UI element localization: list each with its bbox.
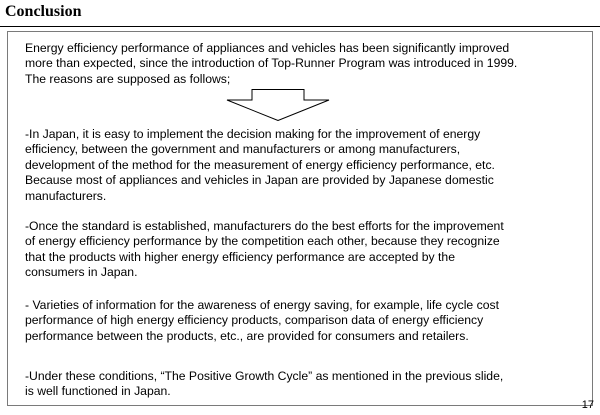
text-line: more than expected, since the introduction of Top-Runner Program was introduced in 1999.	[25, 56, 518, 71]
text-line: is well functioned in Japan.	[25, 384, 171, 399]
page-number: 17	[581, 399, 594, 411]
text-line: performance of high energy efficiency products, comparison data of energy efficiency	[25, 313, 484, 328]
text-line: -Under these conditions, “The Positive Growth Cycle” as mentioned in the previous slide,	[25, 369, 504, 383]
text-line: -Once the standard is established, manufacturers do the best efforts for the improvement	[25, 219, 504, 233]
conclusion-paragraph-growth-cycle	[25, 369, 583, 400]
text-line: consumers in Japan.	[25, 265, 138, 280]
text-line: development of the method for the measurement of energy efficiency performance, etc.	[25, 157, 495, 172]
text-line: of energy efficiency performance by the competition each other, because they recognize	[25, 234, 500, 249]
text-line: that the products with higher energy efficiency performance are accepted by the	[25, 249, 455, 264]
text-line: The reasons are supposed as follows;	[25, 71, 231, 86]
text-line: -In Japan, it is easy to implement the decision making for the improvement of energy	[25, 127, 481, 141]
text-line: - Varieties of information for the awareness of energy saving, for example, life cycle cost	[25, 298, 499, 312]
down-arrow-icon	[226, 89, 330, 121]
reason-paragraph-information	[25, 298, 583, 344]
title-underline	[0, 26, 600, 27]
text-line: Because most of appliances and vehicles in Japan are provided by Japanese domestic	[25, 173, 494, 188]
reason-paragraph-competition	[25, 219, 583, 281]
slide-title: Conclusion	[5, 3, 82, 20]
intro-paragraph	[25, 41, 583, 87]
text-line: performance between the products, etc., are provided for consumers and retailers.	[25, 328, 469, 343]
reason-paragraph-decision-making	[25, 127, 583, 204]
text-line: Energy efficiency performance of appliances and vehicles has been significantly improved	[25, 41, 510, 55]
text-line: manufacturers.	[25, 188, 107, 203]
text-line: efficiency, between the government and manufacturers or among manufacturers,	[25, 142, 461, 157]
